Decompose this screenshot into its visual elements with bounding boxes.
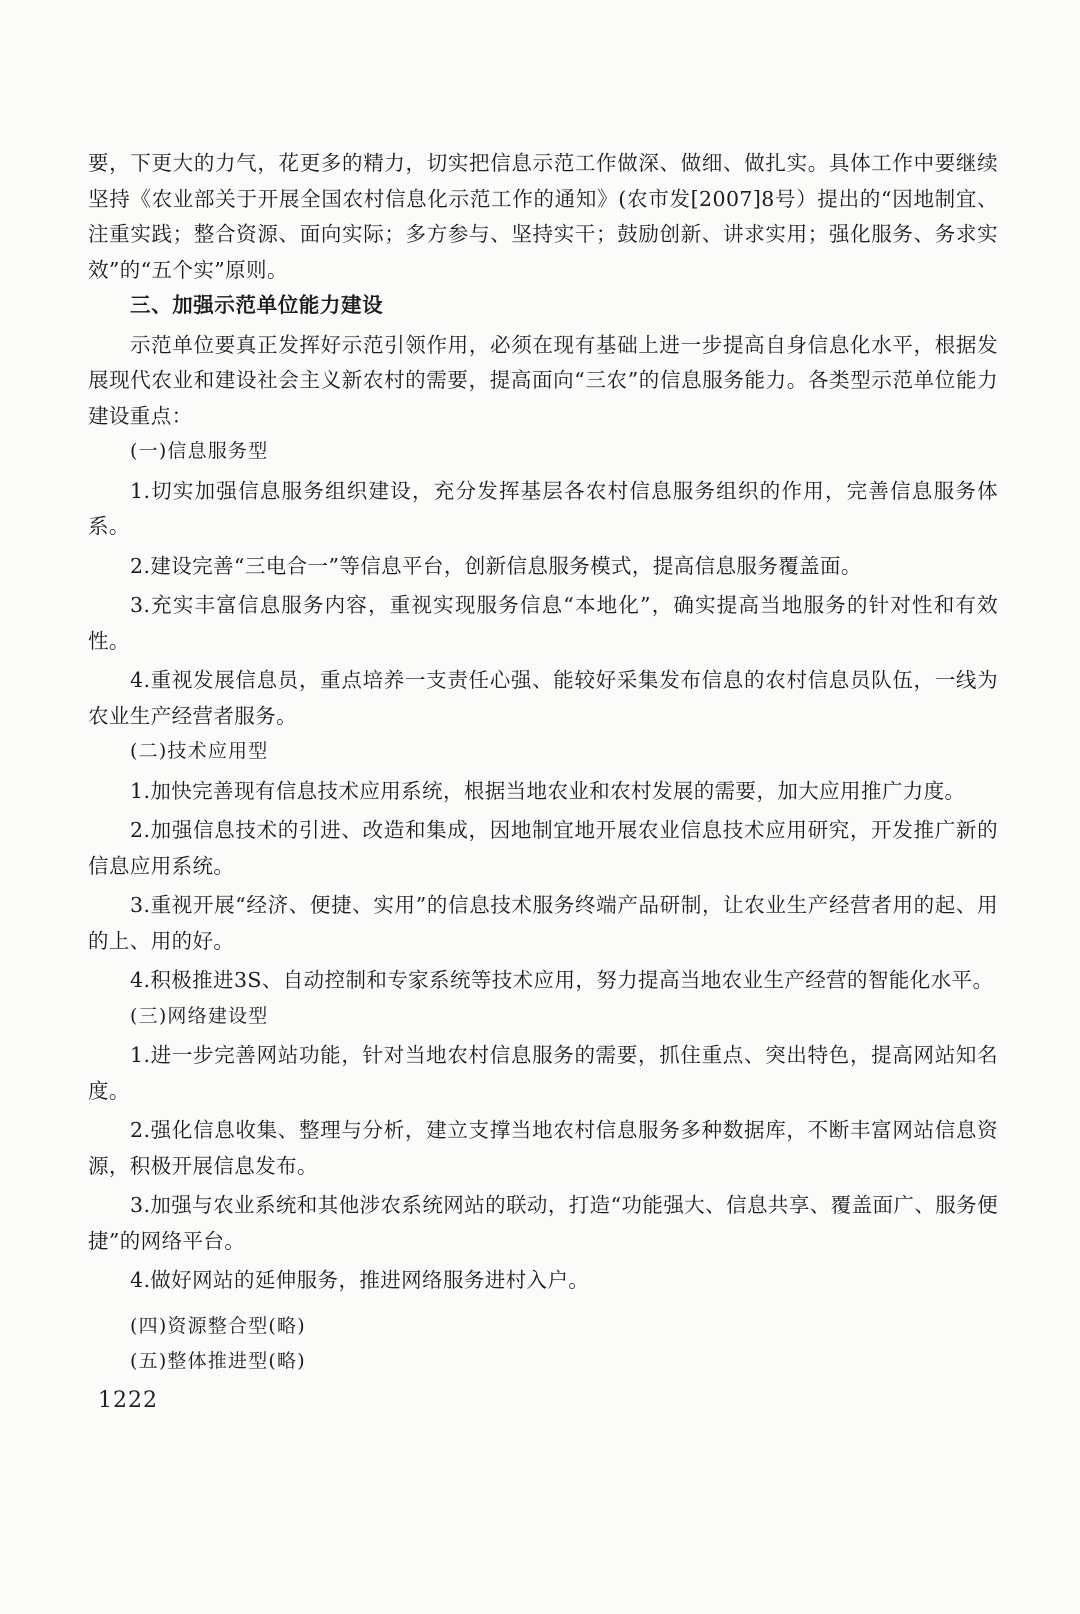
page-body — [88, 146, 998, 1380]
list-item: 1.加快完善现有信息技术应用系统，根据当地农业和农村发展的需要，加大应用推广力度。 — [130, 778, 966, 803]
subsection-heading-resource-integration: (四)资源整合型(略) — [130, 1314, 306, 1337]
page-number: 1222 — [98, 1388, 158, 1413]
intro-paragraph: 要，下更大的力气，花更多的精力，切实把信息示范工作做深、做细、做扎实。具体工作中要继续坚持《农业部关于开展全国农村信息化示范工作的通知》(农市发[2007]8号）提出的“因地制宜、注重实践；整合资源、面向实际；多方参与、坚持实干；鼓励创新、讲求实用；强化服务、务求实效”的“五个实”原则。 — [88, 151, 998, 282]
list-item: 2.加强信息技术的引进、改造和集成，因地制宜地开展农业信息技术应用研究，开发推广新的信息应用系统。 — [88, 818, 998, 878]
subsection-heading-information-service: (一)信息服务型 — [130, 440, 269, 462]
subsection-heading-technology-application: (二)技术应用型 — [130, 740, 269, 762]
list-item: 3.充实丰富信息服务内容，重视实现服务信息“本地化”，确实提高当地服务的针对性和有效性。 — [88, 593, 998, 653]
subsection-heading-network-construction: (三)网络建设型 — [130, 1004, 269, 1027]
section-intro-paragraph: 示范单位要真正发挥好示范引领作用，必须在现有基础上进一步提高自身信息化水平，根据发展现代农业和建设社会主义新农村的需要，提高面向“三农”的信息服务能力。各类型示范单位能力建设重点： — [88, 332, 998, 428]
list-item: 3.加强与农业系统和其他涉农系统网站的联动，打造“功能强大、信息共享、覆盖面广、服务便捷”的网络平台。 — [88, 1193, 998, 1253]
list-item: 2.建设完善“三电合一”等信息平台，创新信息服务模式，提高信息服务覆盖面。 — [130, 553, 862, 578]
section-heading: 三、加强示范单位能力建设 — [130, 293, 384, 317]
subsection-heading-overall-promotion: (五)整体推进型(略) — [130, 1350, 306, 1372]
list-item: 1.进一步完善网站功能，针对当地农村信息服务的需要，抓住重点、突出特色，提高网站知名度。 — [88, 1043, 998, 1103]
list-item: 2.强化信息收集、整理与分析，建立支撑当地农村信息服务多种数据库，不断丰富网站信息资源，积极开展信息发布。 — [88, 1118, 998, 1178]
list-item: 4.做好网站的延伸服务，推进网络服务进村入户。 — [130, 1268, 590, 1292]
list-item: 3.重视开展“经济、便捷、实用”的信息技术服务终端产品研制，让农业生产经营者用的起、用的上、用的好。 — [88, 893, 998, 953]
list-item: 1.切实加强信息服务组织建设，充分发挥基层各农村信息服务组织的作用，完善信息服务体系。 — [88, 478, 998, 538]
list-item: 4.积极推进3S、自动控制和专家系统等技术应用，努力提高当地农业生产经营的智能化水平。 — [130, 968, 994, 992]
list-item: 4.重视发展信息员，重点培养一支责任心强、能较好采集发布信息的农村信息员队伍，一线为农业生产经营者服务。 — [88, 668, 998, 728]
